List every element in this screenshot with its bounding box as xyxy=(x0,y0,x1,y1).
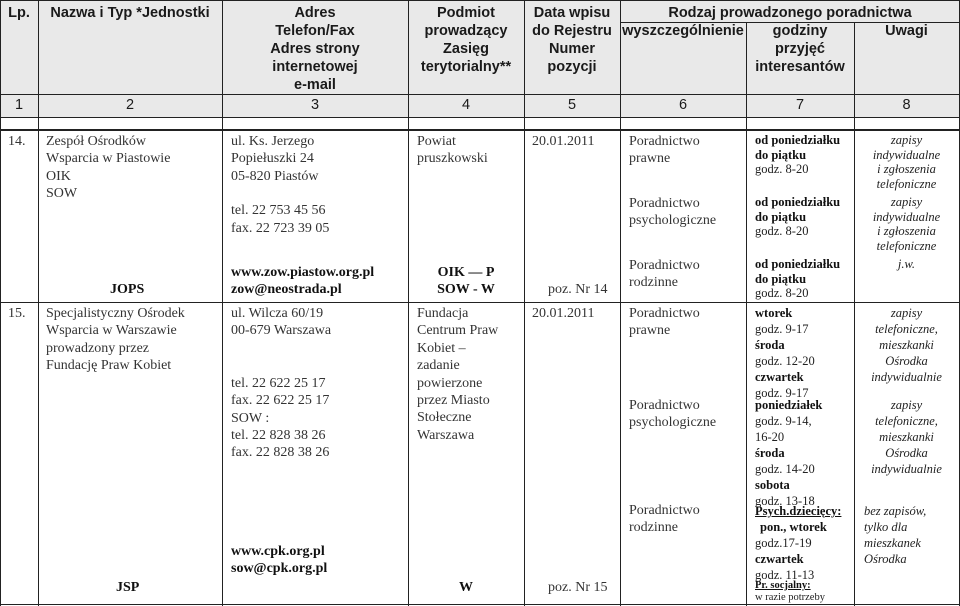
column-number: 5 xyxy=(567,97,577,113)
header-registry: Data wpisu do Rejestru Numer pozycji xyxy=(532,5,612,75)
column-number: 8 xyxy=(902,97,911,113)
header-details: wyszczególnienie xyxy=(622,23,744,39)
notes-text: zapisy indywidualne i zgłoszenia telefoniczne xyxy=(872,133,941,191)
email-link[interactable]: zow@neostrada.pl xyxy=(231,282,342,298)
header-notes: Uwagi xyxy=(885,23,928,39)
office-hours: od poniedziałku do piątku godz. 8-20 xyxy=(755,195,841,239)
operator-scope: W xyxy=(459,580,473,595)
service-psychological: Poradnictwo psychologiczne xyxy=(629,398,717,431)
service-family: Poradnictwo rodzinne xyxy=(629,503,700,536)
email-link[interactable]: sow@cpk.org.pl xyxy=(231,561,328,577)
notes-text: zapisy indywidualne i zgłoszenia telefoniczne xyxy=(872,195,941,253)
column-number: 1 xyxy=(14,97,24,113)
header-hours: godziny przyjęć interesantów xyxy=(755,23,845,75)
website-link[interactable]: www.zow.piastow.org.pl xyxy=(231,265,375,280)
service-psychological: Poradnictwo psychologiczne xyxy=(629,196,717,229)
office-hours: Psych.dziecięcy: pon., wtorek godz.17-19 czwartek godz. 11-13 xyxy=(755,504,842,582)
column-number: 4 xyxy=(461,97,471,113)
service-family: Poradnictwo rodzinne xyxy=(629,258,700,291)
rule xyxy=(0,117,960,118)
rule xyxy=(38,0,39,606)
column-number: 6 xyxy=(678,97,688,113)
registry-position: poz. Nr 15 xyxy=(548,580,608,595)
unit-address: ul. Wilcza 60/19 00-679 Warszawa tel. 22 622 25 17 fax. 22 622 25 17 SOW : tel. 22 828 38 26 fax. 22 828 38 26 xyxy=(231,306,332,461)
unit-type: JSP xyxy=(116,580,140,595)
notes-text: j.w. xyxy=(897,257,916,271)
column-number: 3 xyxy=(310,97,320,113)
service-legal: Poradnictwo prawne xyxy=(629,306,700,339)
registry-position: poz. Nr 14 xyxy=(548,282,608,297)
notes-text: zapisy telefoniczne, mieszkanki Ośrodka indywidualnie xyxy=(871,398,942,476)
registry-date: 20.01.2011 xyxy=(532,134,595,149)
header-address: Adres Telefon/Fax Adres strony internetowej e-mail xyxy=(270,5,360,93)
office-hours: poniedziałek godz. 9-14, 16-20 środa godz. 14-20 sobota godz. 13-18 xyxy=(755,398,823,508)
header-lp: Lp. xyxy=(8,5,30,21)
office-hours: wtorek godz. 9-17 środa godz. 12-20 czwartek godz. 9-17 xyxy=(755,306,815,400)
office-hours: od poniedziałku do piątku godz. 8-20 xyxy=(755,257,841,301)
rule xyxy=(0,302,960,303)
column-number: 2 xyxy=(125,97,135,113)
header-name: Nazwa i Typ *Jednostki xyxy=(50,5,210,21)
rule xyxy=(408,0,409,606)
unit-contact xyxy=(231,543,327,578)
row-number: 14. xyxy=(8,134,26,149)
rule xyxy=(0,604,960,605)
column-number: 7 xyxy=(795,97,805,113)
rule xyxy=(0,129,960,131)
office-hours: od poniedziałku do piątku godz. 8-20 xyxy=(755,133,841,177)
rule xyxy=(0,94,960,95)
operator-scope: OIK — P SOW - W xyxy=(437,265,495,298)
row-number: 15. xyxy=(8,306,26,321)
unit-address: ul. Ks. Jerzego Popiełuszki 24 05-820 Piastów tel. 22 753 45 56 fax. 22 723 39 05 xyxy=(231,134,330,236)
unit-name: Zespół Ośrodków Wsparcia w Piastowie OIK SOW xyxy=(46,134,171,202)
header-operator: Podmiot prowadzący Zasięg terytorialny** xyxy=(420,5,512,75)
rule xyxy=(620,0,621,606)
registry-date: 20.01.2011 xyxy=(532,306,595,321)
notes-text: bez zapisów, tylko dla mieszkanek Ośrodka xyxy=(864,504,927,566)
unit-type: JOPS xyxy=(110,282,145,297)
service-legal: Poradnictwo prawne xyxy=(629,134,700,167)
unit-operator: Fundacja Centrum Praw Kobiet – zadanie powierzone przez Miasto Stołeczne Warszawa xyxy=(417,306,499,443)
rule xyxy=(524,0,525,606)
header-counseling: Rodzaj prowadzonego poradnictwa xyxy=(668,5,912,21)
notes-text: zapisy telefoniczne, mieszkanki Ośrodka indywidualnie xyxy=(871,306,942,384)
unit-contact xyxy=(231,264,374,299)
rule xyxy=(0,0,1,606)
website-link[interactable]: www.cpk.org.pl xyxy=(231,544,325,559)
rule xyxy=(0,0,960,1)
office-hours-social: Pr. socjalny: w razie potrzeby xyxy=(755,580,825,603)
unit-operator: Powiat pruszkowski xyxy=(417,134,488,167)
unit-name: Specjalistyczny Ośrodek Wsparcia w Warszawie prowadzony przez Fundację Praw Kobiet xyxy=(46,306,185,374)
